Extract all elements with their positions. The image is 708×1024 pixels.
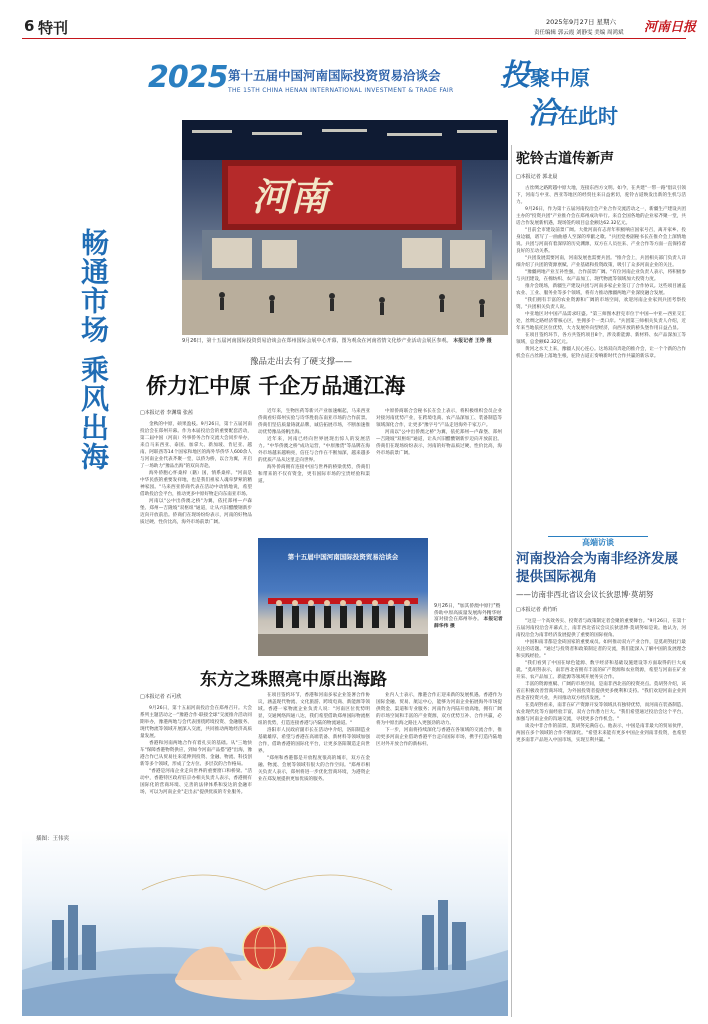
story2-para: 洛阳市人民政府副市长在活动中介绍，洛阳制造业基础雄厚，希望与香港在高端装备、新材料等领域加强合作，借助香港的国际化平台，让更多洛阳制造走向世界。 (258, 728, 370, 754)
highlights-label (548, 530, 648, 547)
story4-byline: □本报记者 黄竹昕 (516, 607, 558, 613)
story3-para: "目前全市建设前景广阔。大批河南有志青年积极响应国家号召，离开家乡、投身边疆，谱写了一曲曲感人至深的奉献之歌。"兵团党委副秘书长在推介会上深情地说。兵团与河南有着深厚的历史渊源，双方在人员往来、产业合作等方面一直保持着良好的互动关系。 (516, 228, 686, 254)
story3-para: 黄河之水天上来，豫疆人民心连心。这场双向奔赴的推介会，让一个个新的合作机会在古丝路上落地生根，驼铃古道正奏响新时代合作共赢的新乐章。 (516, 347, 686, 359)
story3-para: 在项目签约环节，各方共签约项目8个，涉及新能源、新材料、农产品深加工等领域，总金额62.32亿元。 (516, 333, 686, 345)
story2-headline: 东方之珠照亮中原出海路 (200, 670, 387, 690)
slogan-line-2 (528, 88, 618, 132)
story1-col-3 (376, 408, 502, 536)
story1-photo-banner: 第十五届中国河南国际投资贸易洽谈会 (287, 553, 399, 561)
slogan-2-text: 在此时 (558, 104, 618, 128)
story1-col-1 (140, 408, 252, 658)
event-title-en: THE 15TH CHINA HENAN INTERNATIONAL INVESTMENT & TRADE FAIR (228, 87, 454, 94)
story4-para: 丰富的资源禀赋、广阔的市场空间，是南非西北省的投资亮点。莫胡努介绍，该省正积极改善营商环境，为外国投资者提供更多便利和支持。"我们欢迎河南企业到西北省投资兴业，共同推动双方经济发展。" (516, 682, 686, 701)
section-name: 特刊 (38, 19, 69, 37)
label-text: 高端访谈 (577, 538, 619, 547)
story4-para: 谈及中非合作的前景，莫胡努充满信心。他表示，中国是南非最大的贸易伙伴，两国在多个领域的合作不断深化。"希望未来能有更多中国企业到南非投资，也希望更多南非产品进入中国市场，实现互利共赢。" (516, 724, 686, 743)
story3-para: 古丝绸之路跨越中原大地，连接东西方文明。如今，在共建"一带一路"倡议引领下，河南与中亚、西亚等地区的经贸往来日益密切，驼铃古道焕发出新的生机与活力。 (516, 186, 686, 205)
story3-body (516, 172, 686, 522)
slogan-1-char: 投 (500, 58, 530, 93)
illustration-credit: 插图：王伟宾 (36, 836, 70, 842)
vertical-headline: 畅通市场 乘风出海 (77, 228, 110, 471)
story4-headline: 河南投洽会为南非经济发展提供国际视角 (516, 551, 678, 585)
caption-credit: 本报记者 薛华伟 摄 (434, 617, 503, 629)
story1-para: 河南以"公中出侨澳之桥"为翼，依托郑州—卢森堡、郑州—吉隆坡"双枢纽"通道，让从兴旧醋酸钢新步迈向开放前沿。侨商们在现场纷纷表示，河南的好物品质过硬、性价比高，海外市场前景广阔。 (140, 499, 252, 525)
story1-para: 金秋的中原，硕果盈枝。9月26日，第十五届河南投洽会在郑州开幕。作为本届投洽会的重要配套活动，第二届中国（河南）外事侨务合作交流大会同步举办，来自马来西亚、泰国、加拿大、新加坡、肯尼亚、越南、阿联酋等14个国家和地区的海外华侨华人600余人与河南企业代表齐聚一堂，以侨为桥，以合为翼，开启了一场助力"豫品出海"的双向奔赴。 (140, 422, 252, 469)
story2-col-1 (140, 692, 252, 842)
story1-para: 近年来，河南已经向世界展现出惊人的发展活力。"中华侨澳之桥"成功运营，"中原豫货"等品牌在海外市场越来越响亮，信任与合作在不断加深，越来越多的优质产品从这里走向世界。 (258, 437, 370, 463)
editors-line: 责任编辑 郭云霞 刘静雯 美编 周鸿斌 (534, 30, 624, 36)
slogan-2-char: 洽 (528, 96, 558, 131)
slogan-1-text: 聚中原 (530, 66, 590, 90)
story4-para: 在莫胡努看来，南非在矿产资源开发等领域具有独特优势，而河南在装备制造、农业现代化等方面经验丰富，双方合作潜力巨大。"我们希望通过投洽会这个平台，加强与河南企业的沟通交流，寻找更多合作机会。" (516, 703, 686, 722)
hands-globe-illustration (22, 830, 508, 1016)
top-photo-caption (182, 338, 508, 345)
story3-byline: □本报记者 郭北晨 (516, 174, 558, 180)
hall-scene (182, 120, 508, 335)
story4-para: "我们看到了中国在绿色能源、数字经济和基础设施建设等方面取得的巨大成就。"莫胡努表示，南非西北省拥有丰富的矿产资源和农业资源，希望与河南在矿业开采、农产品加工、新能源等领域开展务实合作。 (516, 661, 686, 680)
story3-para: 推介会现场，新疆生产建设兵团与河南多家企业签订了合作协议。这些项目涵盖农业、工业、服务业等多个领域，将有力推动豫疆两地产业深度融合发展。 (516, 284, 686, 296)
header-rule (22, 38, 686, 39)
story3-para: 9月26日，作为第十五届河南投洽会产业合作交流活动之一，新疆生产建设兵团主办的"投资兵团"产业推介会在郑州成功举行。来自全国各地的企业家齐聚一堂，共话合作发展新机遇，现场签约项目总金额达62.32亿元。 (516, 207, 686, 226)
event-title-cn: 第十五届中国河南国际投资贸易洽谈会 (228, 68, 441, 83)
story1-col-2 (258, 408, 370, 528)
story1-photo (258, 538, 428, 656)
column-divider (511, 145, 512, 1017)
story1-para: 中原侨商联合会秘书长在会上表示，将积极组织会员企业对接河南优势产业，在跨境电商、农产品深加工、装备制造等领域深化合作，让更多"豫字号"产品走进海外千家万户。 (376, 409, 502, 428)
story3-para: "我们拥有丰富的农业资源和广阔的市场空间，欢迎河南企业家到兵团考察投资。"兵团相关负责人说。 (516, 298, 686, 310)
story4-para: "这是一个高效务实、投资者与政策制定者会聚的重要舞台。"9月26日，在第十五届河南投洽会开幕式上，南非西北省议会议长狄思博·莫胡努如是说。他认为，河南投洽会为南非经济发展提供了重要的国际视角。 (516, 619, 686, 638)
caption-text: 9月26日，第十五届河南国际投资贸易洽谈会在郑州国际会展中心开幕，图为观众在河南省情文化炒产业活动会展区参观。 (182, 338, 452, 344)
story2-col-2 (258, 692, 370, 842)
page-number: 6 (24, 17, 35, 35)
story1-headline: 侨力汇中原 千企万品通江海 (146, 373, 406, 398)
masthead-logo: 河南日报 (644, 20, 697, 35)
caption-credit: 本报记者 王铮 摄 (453, 338, 492, 344)
top-photo (182, 120, 508, 335)
bottom-illustration (22, 830, 508, 1016)
stage-people (258, 538, 428, 656)
hall-sign-henan: 河南 (252, 174, 329, 219)
story3-para: "兵团发展需要河南，河南发展也需要兵团。"推介会上，兵团相关部门负责人详细介绍了兵团的资源禀赋、产业基础和投资政策，吸引了众多河南企业的关注。 (516, 256, 686, 268)
story2-para: 业内人士表示，豫港合作正迎来新的发展机遇。香港作为国际金融、贸易、航运中心，能够为河南企业拓展海外市场提供资金、渠道和专业服务；河南作为内陆开放高地，拥有广阔的市场空间和丰富的产业资源，双方优势互补、合作共赢，必将为中原出海之路注入更强劲的动力。 (376, 693, 502, 726)
label-rule (548, 536, 648, 537)
story1-para: 海外侨商拥有连接中国与世界的桥梁优势，侨商们和带来的不仅有资金，更有国际市场的宝贵经验和渠道。 (258, 465, 370, 484)
story1-byline: □本报记者 李渊瑞 张茜 (140, 410, 193, 416)
story3-para: "豫疆两地产业互补性强，合作前景广阔。"有位河南企业负责人表示，将积极参与兵团建设，在棉纺织、农产品加工、现代物流等领域加大投资力度。 (516, 270, 686, 282)
story4-body (516, 605, 686, 1013)
story3-para: 中亚地区对中国产品需求旺盛。"第三师图木舒克市位于中国—中亚—西亚交汇处，丝绸之路经济带核心区，坐拥多个一类口岸。"兵团第三师相关负责人介绍，近年来当地依托区位优势，大力发展外向型经济，向西开放的桥头堡作用日益凸显。 (516, 312, 686, 331)
story2-para: 在项目签约环节，香港和河南多家企业签署合作协议，涵盖现代物流、文化旅游、跨境电商、新能源等领域。香港一家物流企业负责人说："河南区位优势明显，交通网络四通八达，我们希望借助郑州国际物流枢纽的优势，打造连接香港与内陆的物流通道。" (258, 693, 370, 726)
story1-para: 近年来，生物医药等新兴产业加速崛起，马来西亚侨商看好郑州实验与诗华胜翁东南亚市场的合作前景。侨商们坚信质量铸就品牌，诚信拓展市场，不断加速推动优势豫品扬帆出海。 (258, 409, 370, 435)
story1-kicker: 豫品走出去有了硬支撑—— (250, 357, 353, 367)
story4-para: 中国和南非都是金砖国家的重要成员。如何推动双方产业合作，是莫胡努此行最关注的话题。"通过与投资者和政策制定者的交流，我们能深入了解中国的发展理念和实践经验。" (516, 640, 686, 659)
story2-col-3 (376, 692, 502, 842)
story2-para: 9月26日，第十五届河南投洽会在郑州召开。大会系列主题活动之一"豫港合作·联接全球"交流推介活动同期举办，豫港两地与会代表围绕跨境投资、金融服务、现代物流等领域开展深入交流，共同推动两地经济高质量发展。 (140, 706, 252, 739)
story3-headline: 驼铃古道传新声 (516, 151, 614, 167)
story2-byline: □本报记者 石可欣 (140, 694, 182, 700)
event-logo-2025: 2025 (148, 60, 228, 95)
story1-photo-caption (434, 604, 504, 630)
story2-para: "郑州和香港都是开放程度很高的城市，双方在金融、物流、会展等领域有很大的合作空间。"郑州市相关负责人表示，郑州将进一步优化营商环境，为港资企业在郑发展提供更加优质的服务。 (258, 756, 370, 782)
caption-text: 9月26日，"加其侨澳中原行"暨侨助中原高质量发展海外精华财富对接会在郑州举办。 (434, 604, 502, 622)
story1-para: 河南以"公中出侨澳之桥"为翼，依托郑州—卢森堡、郑州—吉隆坡"双枢纽"通道，让从兴旧醋酸钢新步迈向开放前沿。侨商们在现场纷纷表示，河南的好物品质过硬、性价比高，海外市场前景广阔。 (376, 430, 502, 456)
story1-para: 海外侨胞心怀桑梓（籍）国，情系桑梓。"河南是中华民族的重要发祥地，也是我们祖家人魂牵梦萦的精神家园。"马来西亚侨商代表在活动中动情地说，希望借助投洽会平台，推动更多中原好物走向东南亚市场。 (140, 471, 252, 497)
story2-para: 下一步，河南将持续深化与香港在各领域的交流合作，推动更多河南企业借助香港平台走向国际市场，携手打造内陆地区对外开放合作的新标杆。 (376, 728, 502, 747)
date-line: 2025年9月27日 星期六 (546, 18, 617, 26)
story4-subhead: ——访南非西北省议会议长狄思博·莫胡努 (516, 590, 654, 599)
story2-para: "香港是河南企业走向世界的重要窗口和桥梁。"活动中，香港特区政府驻京办相关负责人表示，香港拥有国际化的营商环境、完善的法律体系和发达的金融市场，可以为河南企业"走出去"提供优质的专业服务。 (140, 769, 252, 795)
story2-para: 香港和河南两地合作有着扎实的基础。从"三地快车"保障香港物资供应，到如今河南产品搭"港"出海，豫港合作已从贸易往来延伸到投资、金融、物流、科技创新等多个领域，形成了全方位、多层次的合作格局。 (140, 741, 252, 767)
